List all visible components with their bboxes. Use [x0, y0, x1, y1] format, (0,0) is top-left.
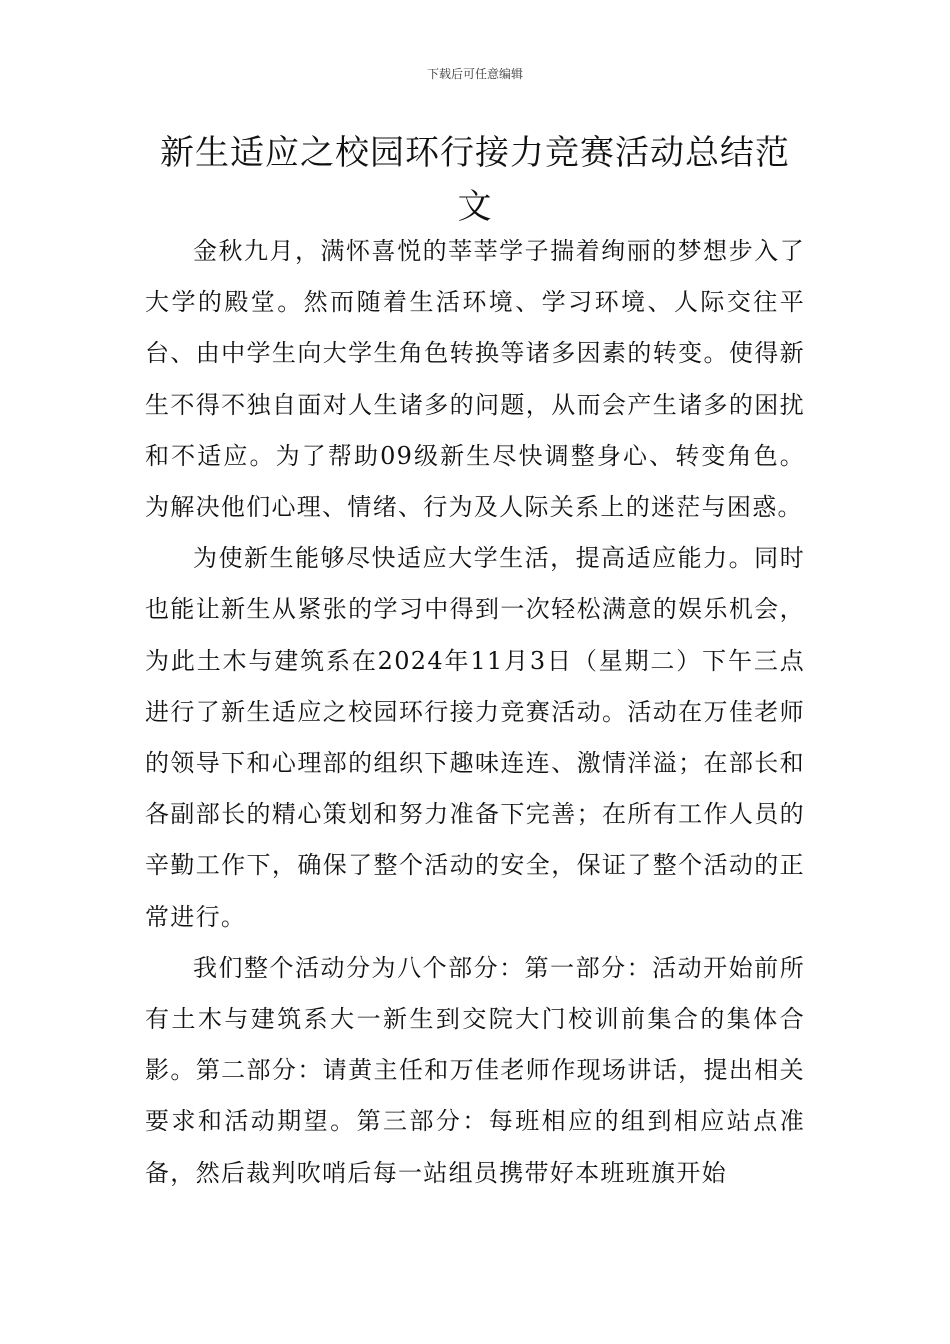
- paragraph-3: 我们整个活动分为八个部分：第一部分：活动开始前所有土木与建筑系大一新生到交院大门校训前集合的集体合影。第二部分：请黄主任和万佳老师作现场讲话，提出相关要求和活动期望。第三部分：每班相应的组到相应站点准备，然后裁判吹哨后每一站组员携带好本班班旗开始: [145, 953, 805, 1187]
- paragraph-2: 为使新生能够尽快适应大学生活，提高适应能力。同时也能让新生从紧张的学习中得到一次轻松满意的娱乐机会，为此土木与建筑系在2024年11月3日（星期二）下午三点进行了新生适应之校园环行接力竞赛活动。活动在万佳老师的领导下和心理部的组织下趣味连连、激情洋溢；在部长和各副部长的精心策划和努力准备下完善；在所有工作人员的辛勤工作下，确保了整个活动的安全，保证了整个活动的正常进行。: [145, 544, 805, 931]
- page-header-note: 下载后可任意编辑: [426, 67, 523, 81]
- document-body: [145, 226, 805, 1199]
- document-title: 新生适应之校园环行接力竞赛活动总结范文: [160, 133, 790, 227]
- paragraph-1: 金秋九月，满怀喜悦的莘莘学子揣着绚丽的梦想步入了大学的殿堂。然而随着生活环境、学习环境、人际交往平台、由中学生向大学生角色转换等诸多因素的转变。使得新生不得不独自面对人生诸多的问题，从而会产生诸多的困扰和不适应。为了帮助09级新生尽快调整身心、转变角色。为解决他们心理、情绪、行为及人际关系上的迷茫与困惑。: [145, 237, 805, 522]
